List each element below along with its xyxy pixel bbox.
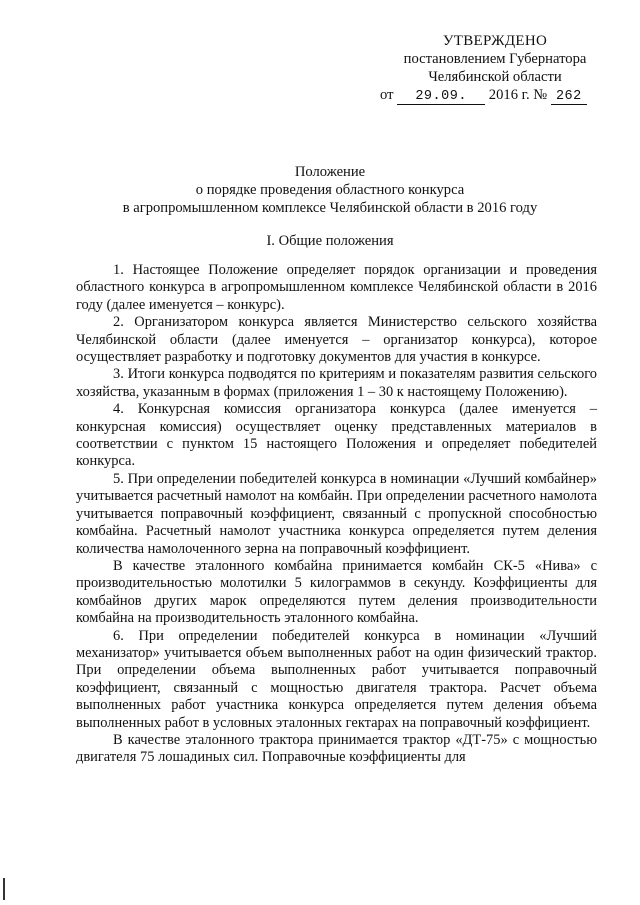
approval-line-2: Челябинской области [428, 69, 562, 85]
title-line-2: о порядке проведения областного конкурса [195, 182, 465, 198]
paragraph-5-continuation: В качестве эталонного комбайна принимается комбайн СК-5 «Нива» с производительностью молотилки 5 килограммов в секунду. Коэффициенты для комбайнов других марок определяются путем деления производительности комбайна на производительность эталонного комбайна. [76, 557, 597, 627]
approval-line-1: постановлением Губернатора [403, 51, 587, 67]
paragraph-5: 5. При определении победителей конкурса в номинации «Лучший комбайнер» учитывается расчетный намолот на комбайн. При определении расчетного намолота учитывается поправочный коэффициент, связанный с пропускной способностью комбайна. Расчетный намолот участника конкурса определяется путем деления количества намолоченного зерна на поправочный коэффициент. [76, 470, 597, 557]
document-number: 262 [551, 89, 587, 105]
date-prefix: от [380, 87, 394, 103]
approval-heading: УТВЕРЖДЕНО [442, 33, 548, 49]
document-title [60, 163, 600, 217]
scan-edge-mark [3, 878, 5, 900]
approval-stamp [380, 32, 610, 105]
paragraph-2: 2. Организатором конкурса является Министерство сельского хозяйства Челябинской области (далее именуется – организатор конкурса), которое осуществляет разработку и подготовку документов для участия в конкурсе. [76, 314, 597, 366]
paragraph-1: 1. Настоящее Положение определяет порядок организации и проведения областного конкурса в агропромышленном комплексе Челябинской области в 2016 году (далее именуется – конкурс). [76, 262, 597, 313]
date-value: 29.09. [397, 89, 485, 105]
title-line-1: Положение [294, 164, 366, 180]
document-body [76, 262, 597, 767]
title-line-3: в агропромышленном комплексе Челябинской области в 2016 году [122, 200, 538, 216]
approval-date-line [380, 86, 610, 105]
paragraph-3: 3. Итоги конкурса подводятся по критериям и показателям развития сельского хозяйства, указанным в формах (приложения 1 – 30 к настоящему Положению). [76, 366, 597, 400]
date-suffix: 2016 г. № [488, 87, 548, 103]
section-heading: I. Общие положения [266, 233, 394, 249]
paragraph-6: 6. При определении победителей конкурса в номинации «Лучший механизатор» учитывается объем выполненных работ на один физический трактор. При определении объема выполненных работ учитывается поправочный коэффициент, связанный с мощностью двигателя трактора. Расчет объема выполненных работ участника конкурса определяется путем деления объема выполненных работ в условных эталонных гектарах на поправочный коэффициент. [76, 627, 597, 731]
paragraph-6-continuation: В качестве эталонного трактора принимается трактор «ДТ-75» с мощностью двигателя 75 лошадиных сил. Поправочные коэффициенты для [76, 731, 597, 766]
paragraph-4: 4. Конкурсная комиссия организатора конкурса (далее именуется – конкурсная комиссия) осуществляет оценку представленных материалов в соответствии с пунктом 15 настоящего Положения и определяет победителей конкурса. [76, 401, 597, 470]
